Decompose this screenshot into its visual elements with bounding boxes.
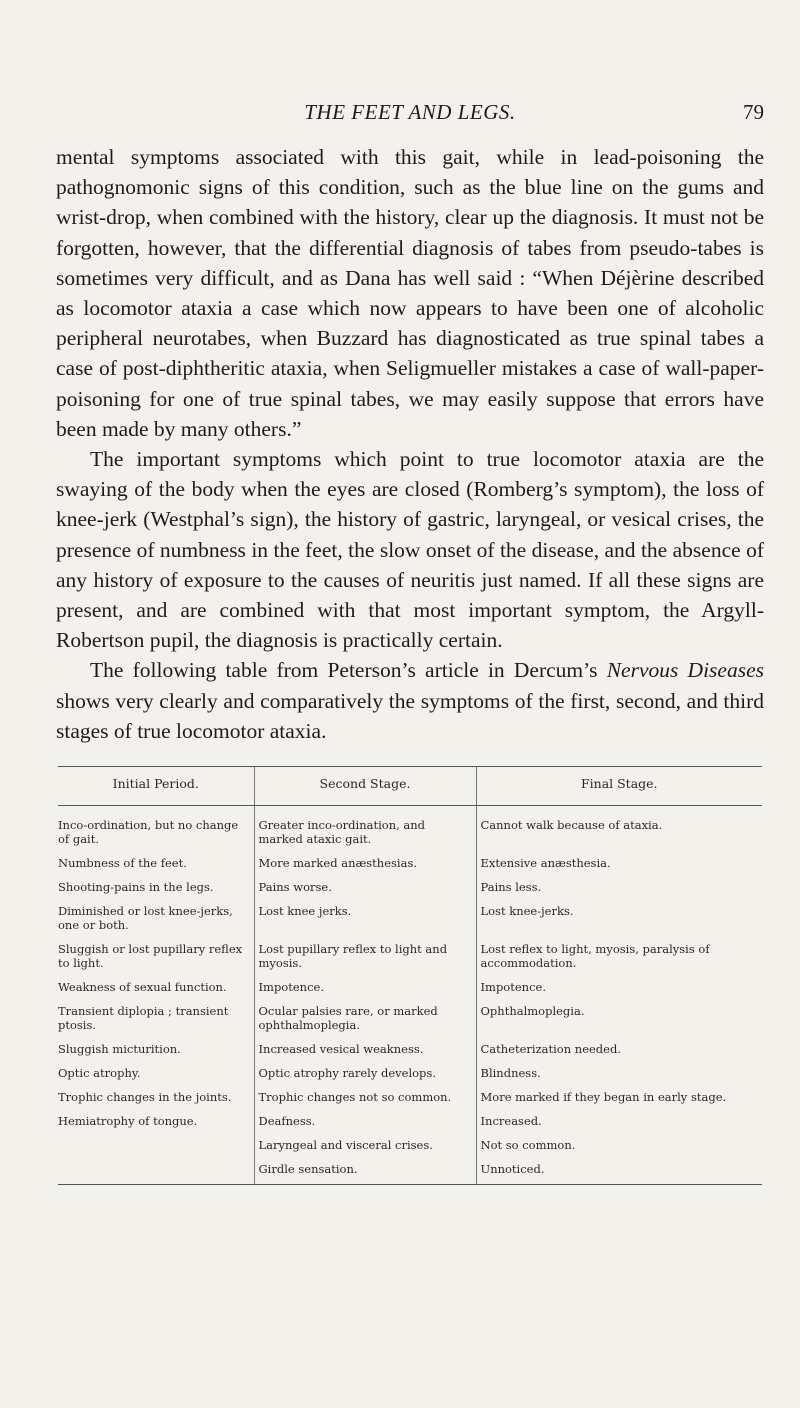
- cell-initial-period: Diminished or lost knee-jerks, one or both.: [58, 904, 233, 932]
- table-row: [58, 1090, 762, 1114]
- table-row: [58, 1162, 762, 1185]
- cell-initial-period: Inco-ordination, but no change of gait.: [58, 818, 239, 846]
- running-title: THE FEET AND LEGS.: [304, 100, 516, 124]
- stages-table: [58, 766, 762, 1185]
- cell-second-stage: Increased vesical weakness.: [254, 1042, 476, 1066]
- cell-second-stage: Ocular palsies rare, or marked ophthalmoplegia.: [254, 1004, 476, 1042]
- page-header: [56, 100, 764, 130]
- cell-second-stage: Deafness.: [254, 1114, 476, 1138]
- cell-initial-period: Hemiatrophy of tongue.: [58, 1114, 198, 1128]
- table-row: [58, 806, 762, 857]
- cell-final-stage: Increased.: [476, 1114, 762, 1138]
- cell-second-stage: Laryngeal and visceral crises.: [254, 1138, 476, 1162]
- intro-text-end: shows very clearly and comparatively the symptoms of the first, second, and third stages of true locomotor ataxia.: [56, 688, 764, 743]
- table-header-row: [58, 767, 762, 806]
- cell-final-stage: Pains less.: [476, 880, 762, 904]
- cell-final-stage: Cannot walk because of ataxia.: [476, 806, 762, 857]
- cell-initial-period: Shooting-pains in the legs.: [58, 880, 214, 894]
- cell-final-stage: Catheterization needed.: [476, 1042, 762, 1066]
- table-body: [58, 806, 762, 1185]
- intro-text-start: The following table from Peterson’s article in Dercum’s: [90, 658, 607, 683]
- table-row: [58, 856, 762, 880]
- table-row: [58, 1042, 762, 1066]
- cell-final-stage: Ophthalmoplegia.: [476, 1004, 762, 1042]
- cell-final-stage: Lost knee-jerks.: [476, 904, 762, 942]
- table-row: [58, 1138, 762, 1162]
- table-row: [58, 904, 762, 942]
- cell-initial-period: Trophic changes in the joints.: [58, 1090, 232, 1104]
- table-row: [58, 880, 762, 904]
- table-row: [58, 1114, 762, 1138]
- book-title: Nervous Diseases: [606, 658, 764, 683]
- cell-second-stage: Lost pupillary reflex to light and myosis.: [254, 942, 476, 980]
- header-final-stage: Final Stage.: [476, 767, 762, 806]
- table-row: [58, 942, 762, 980]
- cell-initial-period: Numbness of the feet.: [58, 856, 187, 870]
- page-number: 79: [743, 100, 764, 124]
- cell-second-stage: Trophic changes not so common.: [254, 1090, 476, 1114]
- cell-initial-period: [58, 1138, 254, 1162]
- cell-second-stage: Pains worse.: [254, 880, 476, 904]
- cell-second-stage: Greater inco-ordination, and marked ataxic gait.: [254, 806, 476, 857]
- cell-initial-period: [58, 1162, 254, 1185]
- header-initial-period: Initial Period.: [58, 767, 254, 806]
- table-row: [58, 1004, 762, 1042]
- body-text: [56, 142, 764, 746]
- cell-initial-period: Sluggish micturition.: [58, 1042, 181, 1056]
- cell-second-stage: Impotence.: [254, 980, 476, 1004]
- table-row: [58, 980, 762, 1004]
- cell-initial-period: Sluggish or lost pupillary reflex to light.: [58, 942, 243, 970]
- cell-final-stage: Unnoticed.: [476, 1162, 762, 1185]
- cell-second-stage: Optic atrophy rarely develops.: [254, 1066, 476, 1090]
- cell-second-stage: Lost knee jerks.: [254, 904, 476, 942]
- cell-final-stage: Blindness.: [476, 1066, 762, 1090]
- cell-final-stage: More marked if they began in early stage.: [476, 1090, 762, 1114]
- cell-final-stage: Extensive anæsthesia.: [476, 856, 762, 880]
- header-second-stage: Second Stage.: [254, 767, 476, 806]
- paragraph-continued: mental symptoms associated with this gait, while in lead-poisoning the pathognomonic signs of this condition, such as the blue line on the gums and wrist-drop, when combined with the history, clear up the diagnosis. It must not be forgotten, however, that the differential diagnosis of tabes from pseudo-tabes is sometimes very difficult, and as Dana has well said : “When Déjèrine described as locomotor ataxia a case which now appears to have been one of alcoholic peripheral neurotabes, when Buzzard has diagnosticated as true spinal tabes a case of post-diphtheritic ataxia, when Seligmueller mistakes a case of wall-paper-poisoning for one of true spinal tabes, we may easily suppose that errors have been made by many others.”: [56, 145, 764, 441]
- cell-second-stage: More marked anæsthesias.: [254, 856, 476, 880]
- cell-final-stage: Lost reflex to light, myosis, paralysis of accommodation.: [476, 942, 762, 980]
- cell-final-stage: Impotence.: [476, 980, 762, 1004]
- paragraph-symptoms: The important symptoms which point to true locomotor ataxia are the swaying of the body when the eyes are closed (Romberg’s symptom), the loss of knee-jerk (Westphal’s sign), the history of gastric, laryngeal, or vesical crises, the presence of numbness in the feet, the slow onset of the disease, and the absence of any history of exposure to the causes of neuritis just named. If all these signs are present, and are combined with that most important symptom, the Argyll-Robertson pupil, the diagnosis is practically certain.: [56, 447, 764, 653]
- cell-second-stage: Girdle sensation.: [254, 1162, 476, 1185]
- table-row: [58, 1066, 762, 1090]
- paragraph-table-intro: [56, 655, 764, 746]
- cell-initial-period: Optic atrophy.: [58, 1066, 141, 1080]
- cell-final-stage: Not so common.: [476, 1138, 762, 1162]
- cell-initial-period: Weakness of sexual function.: [58, 980, 227, 994]
- cell-initial-period: Transient diplopia ; transient ptosis.: [58, 1004, 229, 1032]
